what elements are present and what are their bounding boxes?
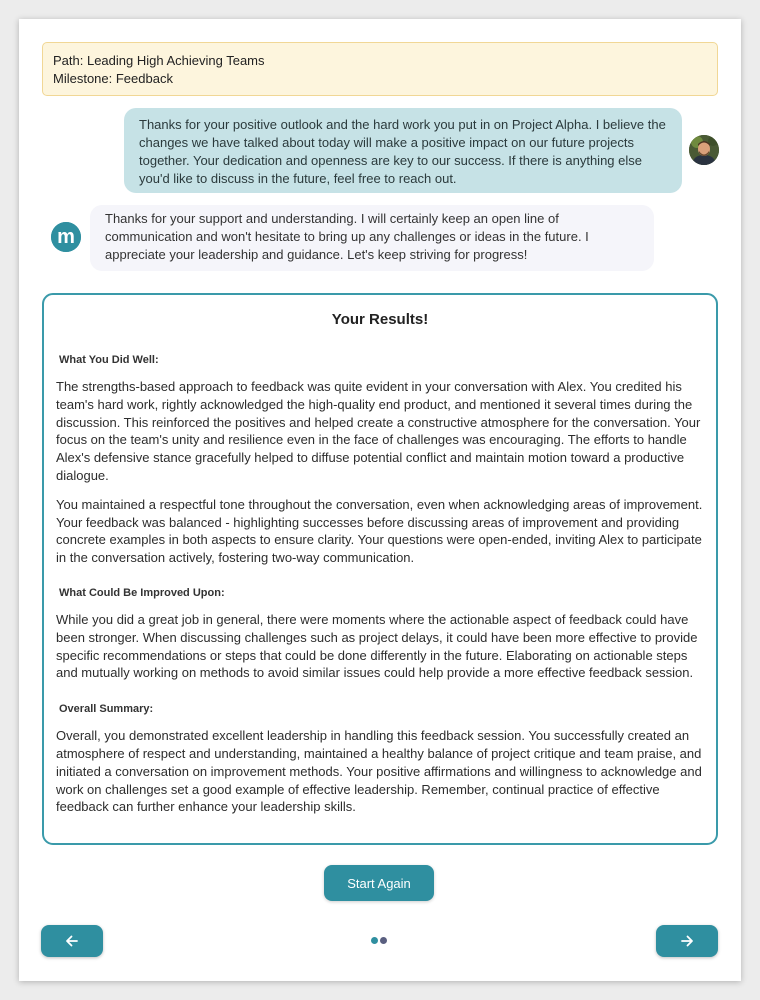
pagination-dots [371, 937, 389, 945]
bot-logo-icon [51, 222, 81, 252]
start-again-button[interactable]: Start Again [324, 865, 434, 901]
arrow-right-icon [679, 933, 695, 949]
improve-paragraph: While you did a great job in general, there were moments where the actionable aspect of feedback could have been stronger. When discussing challenges such as project delays, it could have been more effective to provide specific recommendations or steps that could be done differently in the future. Elaborating on actionable steps and mutually working on methods to avoid similar issues could help provide a more effective feedback session. [56, 611, 698, 681]
arrow-left-icon [64, 933, 80, 949]
prev-button[interactable] [41, 925, 103, 957]
results-title: Your Results! [331, 311, 429, 328]
user-message-text: Thanks for your positive outlook and the hard work you put in on Project Alpha. I believe the changes we have talked about today will make a positive impact on our future projects together. Your dedication and openness are key to our success. If there is anything else you'd like to discuss in the future, feel free to reach out. [139, 117, 666, 186]
improve-heading: What Could Be Improved Upon: [59, 586, 225, 599]
user-avatar [689, 135, 719, 165]
pagination-dot[interactable] [380, 937, 387, 944]
path-label: Path: Leading High Achieving Teams [53, 53, 265, 68]
well-heading: What You Did Well: [59, 354, 159, 366]
milestone-label: Milestone: Feedback [53, 71, 173, 86]
results-panel [42, 293, 718, 845]
user-message-bubble [124, 108, 682, 193]
next-button[interactable] [656, 925, 718, 957]
summary-heading: Overall Summary: [59, 703, 154, 716]
well-paragraph-2: You maintained a respectful tone throughout the conversation, even when acknowledging areas of improvement. Your feedback was balanced - highlighting successes before discussing areas of improvement and providing concrete examples in both aspects to ensure clarity. Your questions were open-ended, inviting Alex to participate in the conversation actively, fostering two-way communication. [56, 496, 703, 566]
results-card [19, 19, 741, 981]
bot-logo-letter: m [57, 226, 75, 248]
pagination-dot[interactable] [371, 937, 378, 944]
bot-message-text: Thanks for your support and understanding. I will certainly keep an open line of communication and won't hesitate to bring up any challenges or ideas in the future. I appreciate your leadership and guidance. Let's keep striving for progress! [105, 211, 589, 262]
bot-message-bubble [90, 205, 654, 271]
milestone-info [42, 42, 718, 96]
summary-paragraph: Overall, you demonstrated excellent leadership in handling this feedback session. You successfully created an atmosphere of respect and understanding, maintained a healthy balance of project critique and team praise, and initiated a conversation on improvement methods. Your positive affirmations and willingness to acknowledge and work on challenges set a good example of effective leadership. Remember, continual practice of effective feedback can further enhance your leadership skills. [56, 728, 702, 815]
well-paragraph-1: The strengths-based approach to feedback was quite evident in your conversation with Alex. You credited his team's hard work, rightly acknowledged the high-quality end product, and mentioned it several times during the discussion. This reinforced the positives and helped create a constructive atmosphere for the conversation. Your focus on the team's unity and resilience even in the face of challenges was encouraging. The efforts to handle Alex's defensive stance gracefully helped to diffuse potential conflict and maintain motion toward a productive dialogue. [56, 379, 701, 483]
